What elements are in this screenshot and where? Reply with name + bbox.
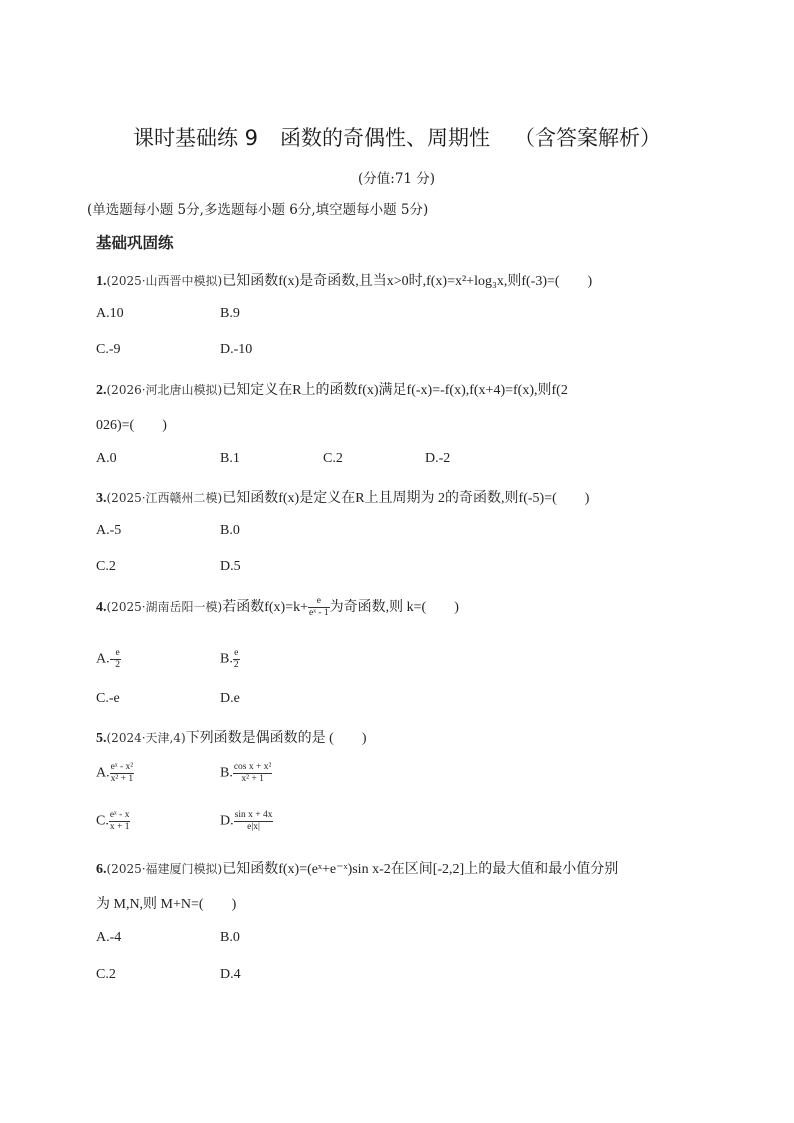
question-source: (2025·江西赣州二模) (106, 491, 223, 505)
option-label: D. (220, 813, 234, 829)
question-source: (2025·福建厦门模拟) (106, 862, 223, 876)
fraction (109, 810, 131, 833)
question-2 (96, 379, 568, 399)
option-c: C.2 (96, 967, 116, 982)
question-6 (96, 858, 618, 878)
option-label: A. (96, 765, 110, 781)
question-number: 4. (96, 600, 107, 615)
option-b (220, 762, 272, 785)
question-3 (96, 487, 589, 507)
question-source: (2025·湖南岳阳一模) (106, 600, 223, 614)
question-number: 6. (96, 862, 107, 877)
option-c: C.-e (96, 691, 120, 706)
score-note: (分值:71 分) (358, 171, 436, 187)
fraction (233, 648, 240, 671)
option-label: C. (96, 813, 109, 829)
fraction-numerator: sin x + 4x (234, 810, 273, 820)
question-5 (96, 727, 367, 747)
question-source: (2025·山西晋中模拟) (106, 274, 223, 288)
option-a: A.-5 (96, 523, 122, 538)
option-a: A.0 (96, 451, 117, 466)
fraction-numerator: eˣ - x² (110, 762, 134, 772)
option-label: A.- (96, 651, 115, 667)
option-label: B. (220, 651, 233, 667)
fraction-denominator: 2 (115, 659, 121, 670)
option-d: D.5 (220, 559, 241, 574)
section-heading: 基础巩固练 (96, 234, 174, 252)
option-c: C.2 (323, 451, 343, 466)
question-2-continued: 026)=( ) (96, 418, 167, 433)
title-suffix: （含答案解析） (514, 126, 662, 150)
question-text: 已知函数f(x)=(eˣ+e⁻ˣ)sin x-2在区间[-2,2]上的最大值和最小值分别 (222, 862, 619, 877)
fraction (110, 762, 134, 785)
question-1 (96, 270, 592, 290)
option-b: B.1 (220, 451, 240, 466)
option-c: C.-9 (96, 342, 121, 357)
fraction (308, 596, 330, 619)
question-4 (96, 596, 459, 619)
fraction-numerator: e (115, 648, 120, 658)
title-topic: 函数的奇偶性、周期性 (280, 126, 491, 150)
question-number: 2. (96, 383, 107, 398)
fraction (233, 762, 273, 785)
option-d: D.e (220, 691, 240, 706)
question-number: 5. (96, 731, 107, 746)
question-text-pre: 若函数f(x)=k+ (222, 600, 308, 615)
fraction-denominator: 2 (233, 659, 239, 670)
question-text: 已知定义在R上的函数f(x)满足f(-x)=-f(x),f(x+4)=f(x),则f(2 (222, 383, 568, 398)
fraction (114, 648, 121, 671)
fraction-denominator: eˣ - 1 (309, 608, 329, 619)
fraction-numerator: cos x + x² (233, 762, 272, 772)
question-text: 下列函数是偶函数的是 ( ) (185, 731, 367, 746)
fraction-numerator: e (308, 596, 330, 608)
question-6-continued: 为 M,N,则 M+N=( ) (96, 897, 237, 912)
option-c: C.2 (96, 559, 116, 574)
option-b: B.0 (220, 523, 240, 538)
option-a (96, 648, 121, 671)
option-b (220, 648, 240, 671)
option-d: D.-10 (220, 342, 253, 357)
option-a: A.-4 (96, 930, 122, 945)
fraction-numerator: e (234, 648, 239, 658)
option-label: B. (220, 765, 233, 781)
fraction-denominator: x + 1 (109, 821, 130, 832)
page-title (0, 122, 794, 152)
fraction-numerator: eˣ - x (109, 810, 130, 820)
fraction-denominator: x² + 1 (241, 773, 264, 784)
title-main: 课时基础练 9 (132, 126, 259, 150)
scoring-rules: (单选题每小题 5分,多选题每小题 6分,填空题每小题 5分) (87, 202, 429, 218)
question-source: (2024·天津,4) (106, 731, 186, 745)
option-d (220, 810, 273, 833)
fraction-denominator: e|x| (247, 821, 260, 832)
question-number: 3. (96, 491, 107, 506)
option-d: D.-2 (425, 451, 451, 466)
option-a (96, 762, 134, 785)
question-text-post: 为奇函数,则 k=( ) (329, 600, 459, 615)
option-b: B.0 (220, 930, 240, 945)
question-text: 已知函数f(x)是定义在R上且周期为 2的奇函数,则f(-5)=( ) (222, 491, 590, 506)
option-b: B.9 (220, 306, 240, 321)
question-source: (2026·河北唐山模拟) (106, 383, 223, 397)
option-d: D.4 (220, 967, 241, 982)
question-number: 1. (96, 274, 107, 289)
question-text: 已知函数f(x)是奇函数,且当x>0时,f(x)=x²+log₃x,则f(-3)=( ) (222, 274, 593, 289)
option-a: A.10 (96, 306, 124, 321)
fraction (234, 810, 274, 833)
fraction-denominator: x² + 1 (110, 773, 134, 784)
option-c (96, 810, 130, 833)
